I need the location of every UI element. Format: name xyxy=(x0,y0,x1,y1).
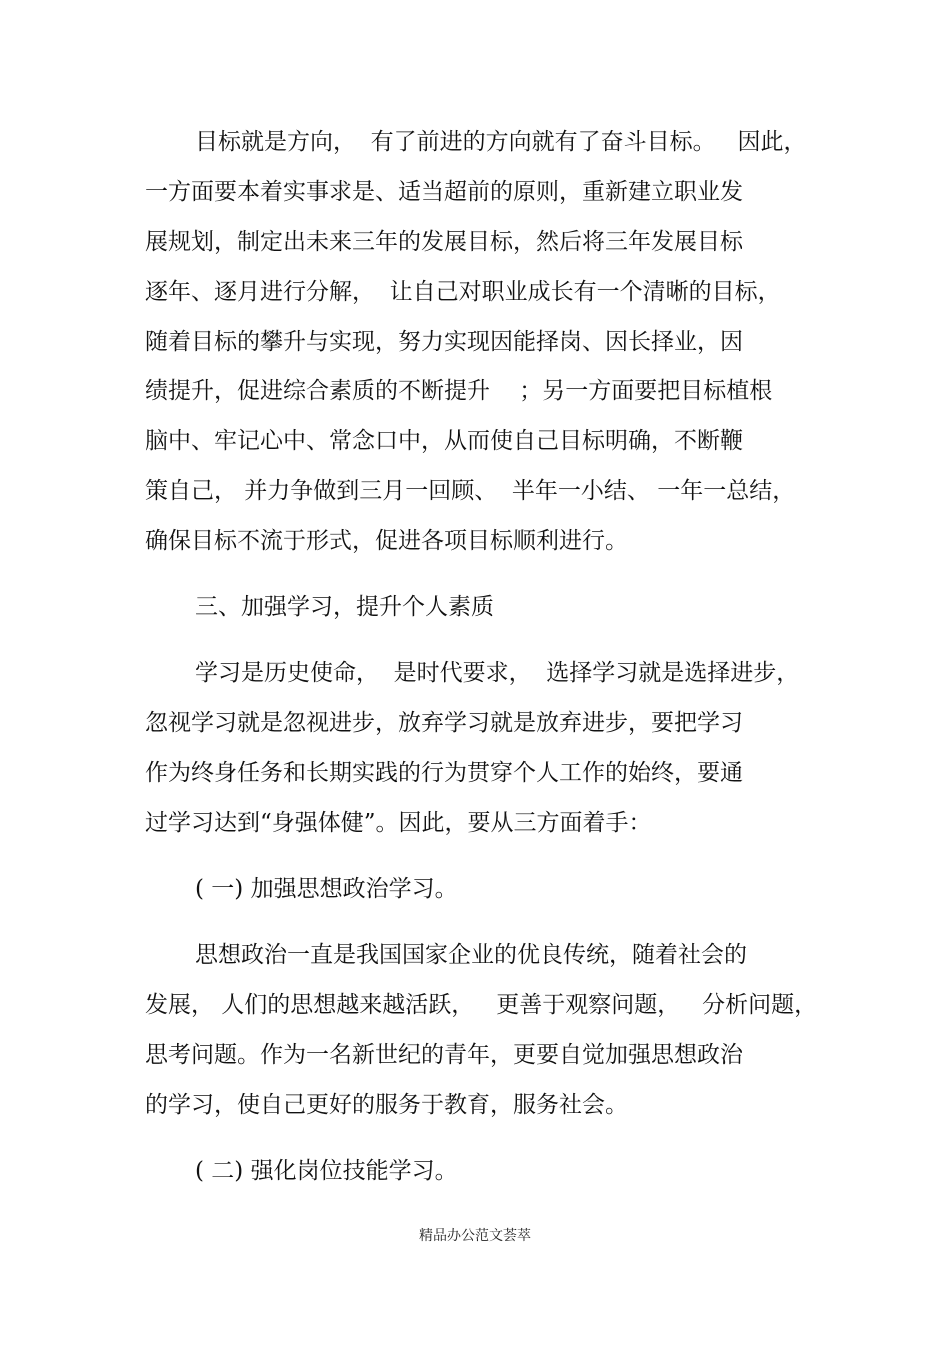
text-line: 作为终身任务和长期实践的行为贯穿个人工作的始终，要通 xyxy=(145,760,743,786)
text-line: 过学习达到“身强体健”。因此，要从三方面着手： xyxy=(145,810,652,836)
text-line: 策自己， 并力争做到三月一回顾、 半年一小结、 一年一总结， xyxy=(145,478,796,504)
text-line: 一方面要本着实事求是、适当超前的原则，重新建立职业发 xyxy=(145,179,743,205)
text-line: 思考问题。作为一名新世纪的青年，更要自觉加强思想政治 xyxy=(145,1042,743,1068)
text-line: 思想政治一直是我国国家企业的优良传统，随着社会的 xyxy=(195,942,747,968)
page-footer: 精品办公范文荟萃 xyxy=(419,1228,531,1244)
text-line: 的学习，使自己更好的服务于教育，服务社会。 xyxy=(145,1092,628,1118)
text-line: 学习是历史使命， 是时代要求， 选择学习就是选择进步， xyxy=(195,660,800,686)
text-line: 绩提升，促进综合素质的不断提升 ；另一方面要把目标植根 xyxy=(145,378,773,404)
text-line: 逐年、逐月进行分解， 让自己对职业成长有一个清晰的目标， xyxy=(145,279,781,305)
text-line: 目标就是方向， 有了前进的方向就有了奋斗目标。 因此， xyxy=(195,129,807,155)
subheading: ( 一) 加强思想政治学习。 xyxy=(195,876,458,902)
text-line: 确保目标不流于形式，促进各项目标顺利进行。 xyxy=(145,528,628,554)
section-heading: 三、加强学习，提升个人素质 xyxy=(195,594,494,620)
text-line: 发展， 人们的思想越来越活跃， 更善于观察问题， 分析问题， xyxy=(145,992,818,1018)
text-line: 随着目标的攀升与实现，努力实现因能择岗、因长择业，因 xyxy=(145,329,743,355)
text-line: 忽视学习就是忽视进步，放弃学习就是放弃进步，要把学习 xyxy=(145,710,743,736)
text-line: 展规划，制定出未来三年的发展目标，然后将三年发展目标 xyxy=(145,229,743,255)
text-line: 脑中、牢记心中、常念口中，从而使自己目标明确，不断鞭 xyxy=(145,428,743,454)
subheading: ( 二) 强化岗位技能学习。 xyxy=(195,1158,458,1184)
